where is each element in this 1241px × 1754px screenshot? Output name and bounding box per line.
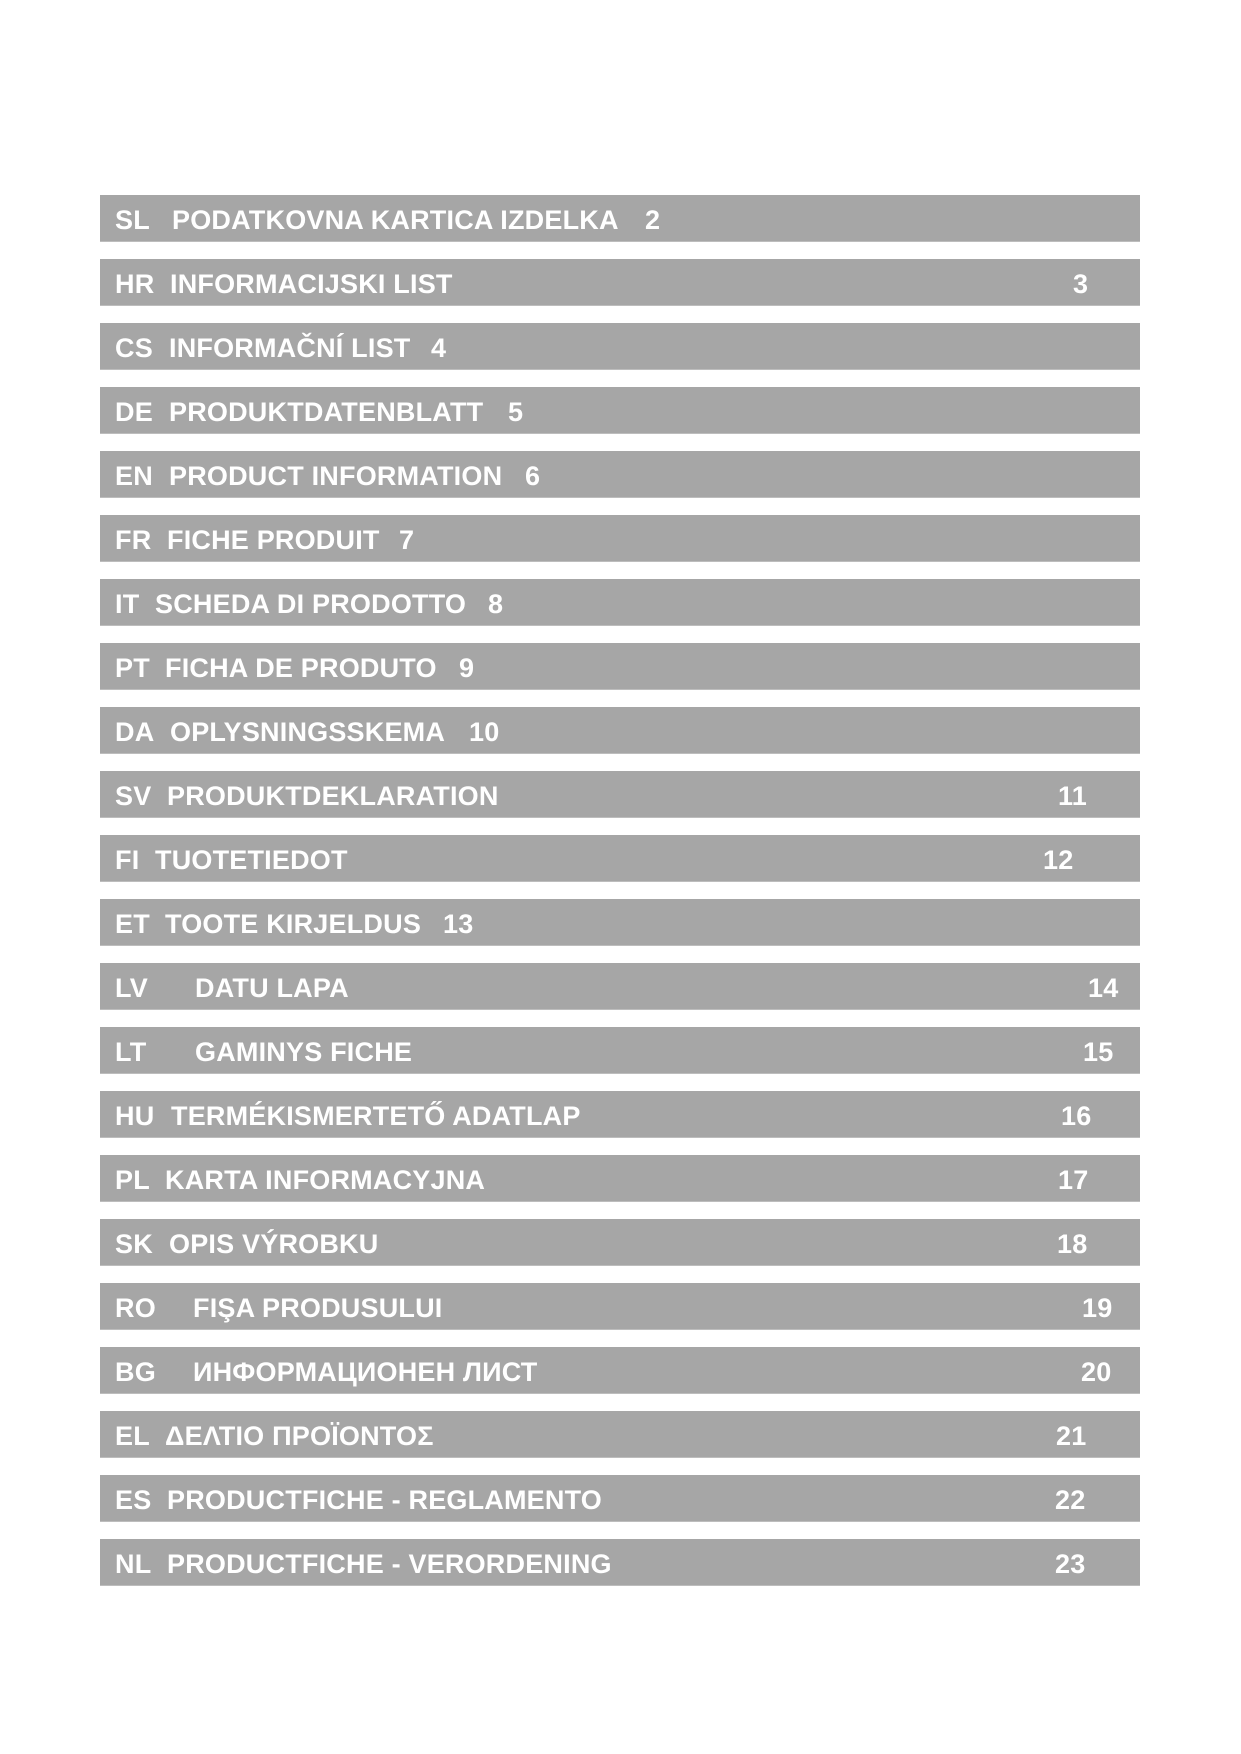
toc-row-da[interactable] [100, 707, 1140, 754]
table-of-contents [100, 195, 1140, 1603]
toc-row-el[interactable] [100, 1411, 1140, 1458]
language-code: IT [115, 589, 140, 619]
page-number: 20 [1081, 1357, 1112, 1387]
language-code: RO [115, 1293, 156, 1323]
section-title: ΔΕΛΤΙΟ ΠΡΟΪΟΝΤΟΣ [165, 1421, 434, 1451]
section-title: PRODUKTDEKLARATION [167, 781, 499, 811]
page-number: 10 [469, 717, 500, 747]
page-number: 4 [431, 333, 447, 363]
page-number: 8 [488, 589, 504, 619]
toc-row-sl[interactable] [100, 195, 1140, 242]
language-code: FI [115, 845, 140, 875]
section-title: FIŞA PRODUSULUI [193, 1293, 443, 1323]
section-title: KARTA INFORMACYJNA [165, 1165, 486, 1195]
toc-row-lt[interactable] [100, 1027, 1140, 1074]
toc-row-hu[interactable] [100, 1091, 1140, 1138]
toc-row-fi[interactable] [100, 835, 1140, 882]
toc-row-ro[interactable] [100, 1283, 1140, 1330]
language-code: SV [115, 781, 152, 811]
language-code: LV [115, 973, 148, 1003]
language-code: CS [115, 333, 153, 363]
toc-row-sv[interactable] [100, 771, 1140, 818]
section-title: FICHE PRODUIT [167, 525, 380, 555]
page-number: 21 [1056, 1421, 1087, 1451]
section-title: PRODUCT INFORMATION [169, 461, 503, 491]
page-number: 14 [1088, 973, 1119, 1003]
section-title: OPIS VÝROBKU [169, 1229, 379, 1259]
toc-row-de[interactable] [100, 387, 1140, 434]
page-number: 11 [1058, 781, 1087, 811]
section-title: DATU LAPA [195, 973, 349, 1003]
page-number: 5 [508, 397, 524, 427]
page-number: 7 [399, 525, 415, 555]
toc-row-it[interactable] [100, 579, 1140, 626]
section-title: FICHA DE PRODUTO [165, 653, 437, 683]
language-code: NL [115, 1549, 152, 1579]
section-title: TUOTETIEDOT [155, 845, 348, 875]
language-code: FR [115, 525, 152, 555]
language-code: ET [115, 909, 150, 939]
toc-row-cs[interactable] [100, 323, 1140, 370]
page-number: 2 [645, 205, 661, 235]
language-code: EN [115, 461, 153, 491]
language-code: SL [115, 205, 150, 235]
toc-row-et[interactable] [100, 899, 1140, 946]
section-title: TOOTE KIRJELDUS [165, 909, 422, 939]
section-title: OPLYSNINGSSKEMA [170, 717, 446, 747]
page-number: 13 [443, 909, 474, 939]
page-number: 17 [1058, 1165, 1089, 1195]
section-title: PRODUCTFICHE - REGLAMENTO [167, 1485, 602, 1515]
language-code: DE [115, 397, 153, 427]
language-code: BG [115, 1357, 156, 1387]
language-code: ES [115, 1485, 152, 1515]
section-title: INFORMAČNÍ LIST [169, 333, 411, 363]
page-number: 23 [1055, 1549, 1086, 1579]
language-code: HR [115, 269, 155, 299]
section-title: ИНФОРМАЦИОНЕН ЛИСТ [193, 1357, 538, 1387]
toc-row-pt[interactable] [100, 643, 1140, 690]
toc-row-hr[interactable] [100, 259, 1140, 306]
page-number: 18 [1057, 1229, 1088, 1259]
language-code: DA [115, 717, 155, 747]
toc-row-fr[interactable] [100, 515, 1140, 562]
section-title: GAMINYS FICHE [195, 1037, 413, 1067]
page-number: 22 [1055, 1485, 1086, 1515]
toc-row-lv[interactable] [100, 963, 1140, 1010]
page-number: 9 [459, 653, 475, 683]
section-title: PRODUKTDATENBLATT [169, 397, 484, 427]
toc-row-nl[interactable] [100, 1539, 1140, 1586]
section-title: SCHEDA DI PRODOTTO [155, 589, 467, 619]
toc-row-es[interactable] [100, 1475, 1140, 1522]
page-number: 19 [1082, 1293, 1113, 1323]
section-title: TERMÉKISMERTETŐ ADATLAP [171, 1101, 581, 1131]
language-code: SK [115, 1229, 153, 1259]
language-code: HU [115, 1101, 155, 1131]
language-code: LT [115, 1037, 147, 1067]
language-code: PT [115, 653, 150, 683]
page-number: 15 [1083, 1037, 1114, 1067]
toc-row-sk[interactable] [100, 1219, 1140, 1266]
language-code: PL [115, 1165, 150, 1195]
section-title: INFORMACIJSKI LIST [170, 269, 453, 299]
section-title: PRODUCTFICHE - VERORDENING [167, 1549, 612, 1579]
page-number: 3 [1073, 269, 1089, 299]
page-number: 12 [1043, 845, 1074, 875]
toc-row-en[interactable] [100, 451, 1140, 498]
page-number: 6 [525, 461, 541, 491]
language-code: EL [115, 1421, 150, 1451]
toc-row-pl[interactable] [100, 1155, 1140, 1202]
section-title: PODATKOVNA KARTICA IZDELKA [172, 205, 619, 235]
page-number: 16 [1061, 1101, 1092, 1131]
toc-row-bg[interactable] [100, 1347, 1140, 1394]
